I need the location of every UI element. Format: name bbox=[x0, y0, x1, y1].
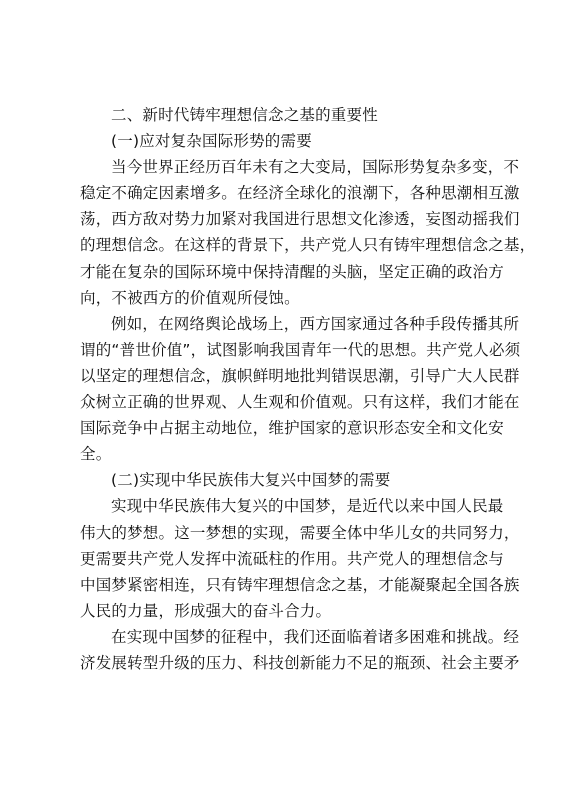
subsection-heading-2: (二)实现中华民族伟大复兴中国梦的需要 bbox=[111, 471, 391, 490]
paragraph-line: 中国梦紧密相连，只有铸牢理想信念之基，才能凝聚起全国各族 bbox=[80, 575, 520, 594]
paragraph-line: 例如，在网络舆论战场上，西方国家通过各种手段传播其所 bbox=[111, 314, 520, 333]
paragraph-line: 当今世界正经历百年未有之大变局，国际形势复杂多变，不 bbox=[111, 158, 520, 177]
paragraph-line: 人民的力量，形成强大的奋斗合力。 bbox=[80, 601, 332, 620]
paragraph-line: 济发展转型升级的压力、科技创新能力不足的瓶颈、社会主要矛 bbox=[80, 653, 520, 672]
paragraph-line: 稳定不确定因素增多。在经济全球化的浪潮下，各种思潮相互激 bbox=[80, 184, 520, 203]
section-heading: 二、新时代铸牢理想信念之基的重要性 bbox=[111, 106, 378, 124]
paragraph-line: 更需要共产党人发挥中流砥柱的作用。共产党人的理想信念与 bbox=[80, 549, 504, 568]
subsection-heading-1: (一)应对复杂国际形势的需要 bbox=[111, 132, 312, 151]
paragraph-line: 实现中华民族伟大复兴的中国梦，是近代以来中国人民最 bbox=[111, 497, 504, 516]
document-body bbox=[80, 102, 536, 676]
paragraph-line: 在实现中国梦的征程中，我们还面临着诸多困难和挑战。经 bbox=[111, 627, 520, 646]
paragraph-line: 的理想信念。在这样的背景下，共产党人只有铸牢理想信念之基， bbox=[80, 236, 536, 255]
paragraph-line: 全。 bbox=[80, 445, 112, 464]
paragraph-line: 以坚定的理想信念，旗帜鲜明地批判错误思潮，引导广大人民群 bbox=[80, 366, 520, 385]
paragraph-line: 荡，西方敌对势力加紧对我国进行思想文化渗透，妄图动摇我们 bbox=[80, 210, 520, 229]
paragraph-line: 国际竞争中占据主动地位，维护国家的意识形态安全和文化安 bbox=[80, 419, 504, 438]
paragraph-line: 伟大的梦想。这一梦想的实现，需要全体中华儿女的共同努力， bbox=[80, 523, 520, 542]
paragraph-line: 向，不被西方的价值观所侵蚀。 bbox=[80, 288, 300, 307]
paragraph-line: 才能在复杂的国际环境中保持清醒的头脑，坚定正确的政治方 bbox=[80, 262, 504, 281]
paragraph-line: 谓的“普世价值”，试图影响我国青年一代的思想。共产党人必须 bbox=[80, 340, 521, 359]
paragraph-line: 众树立正确的世界观、人生观和价值观。只有这样，我们才能在 bbox=[80, 393, 520, 412]
